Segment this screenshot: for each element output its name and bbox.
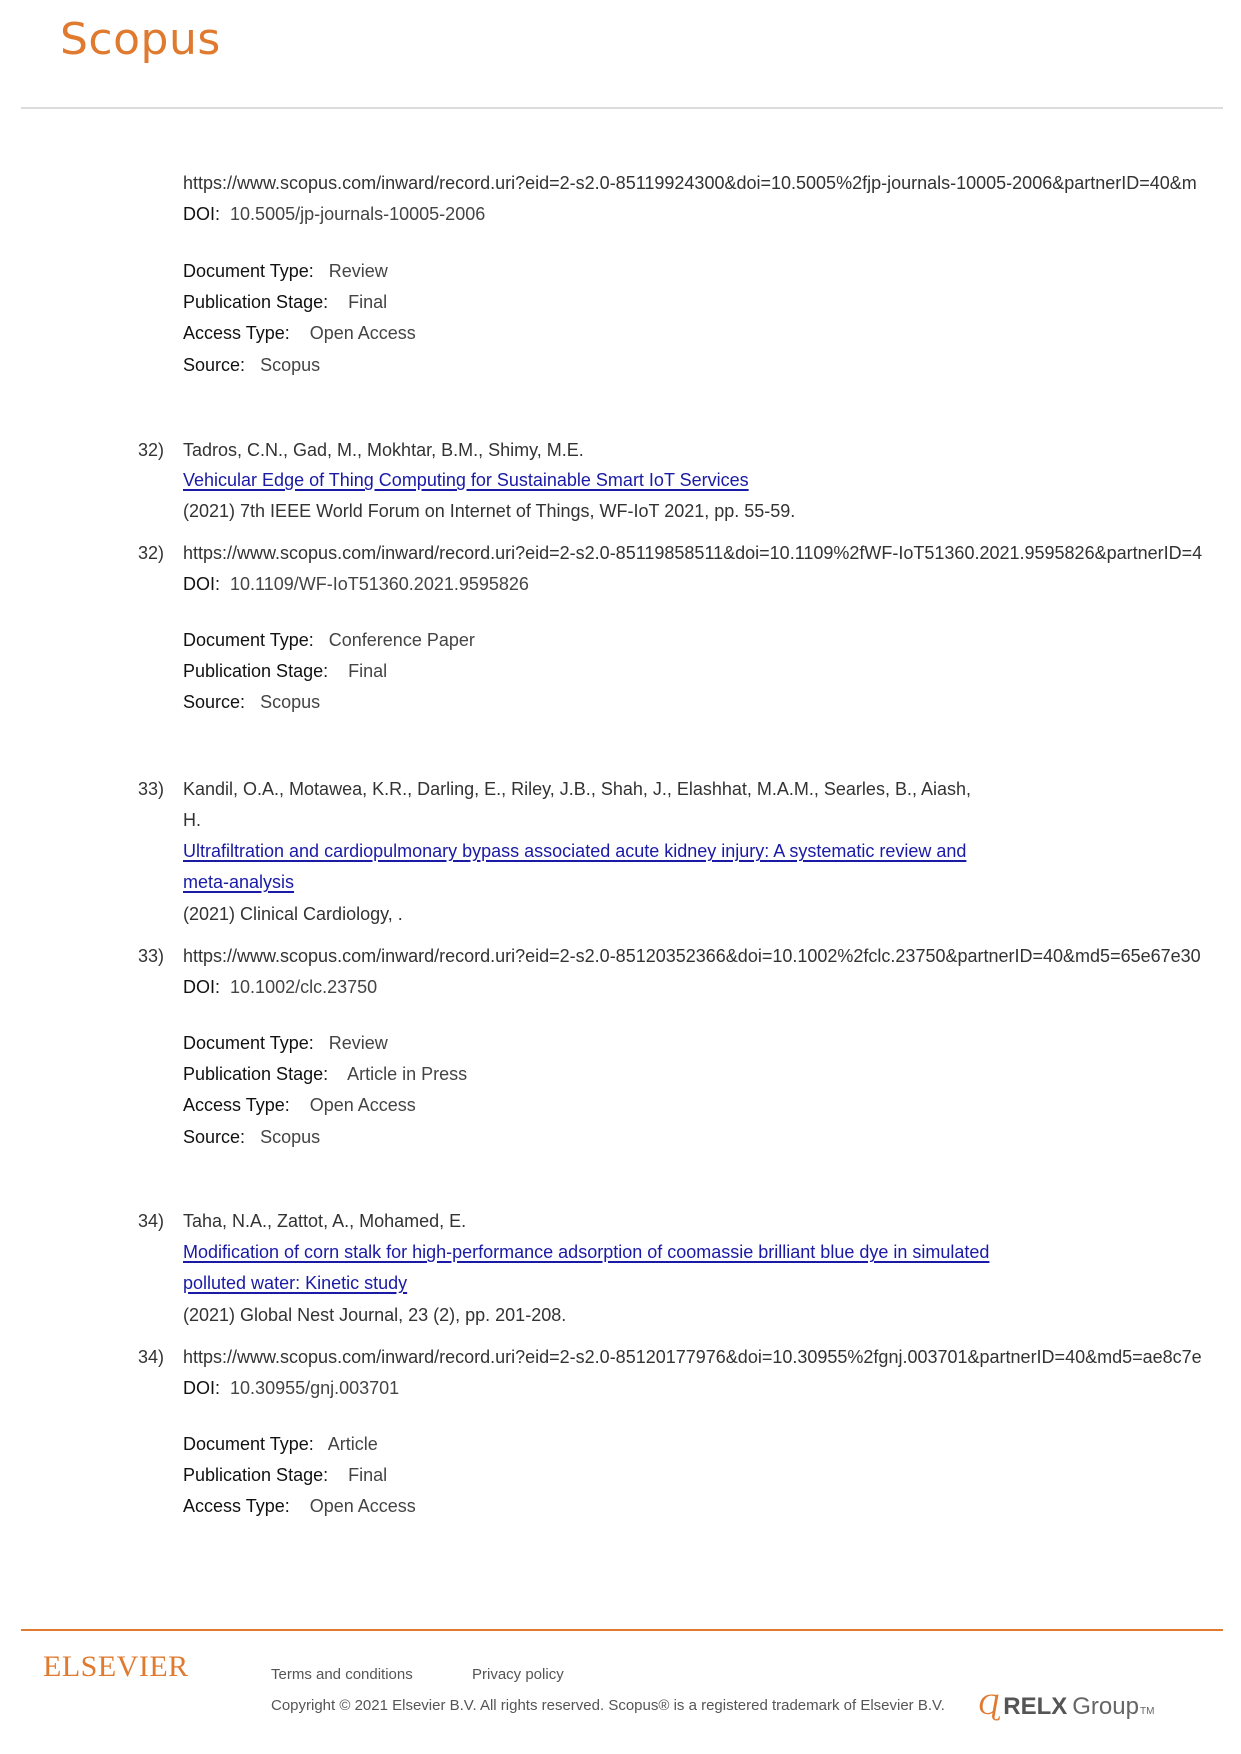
- record-title-link-cont[interactable]: polluted water: Kinetic study: [183, 1273, 408, 1293]
- field-value: Conference Paper: [328, 630, 475, 650]
- field-label: Access Type:: [183, 323, 290, 343]
- doi-label: DOI:: [183, 204, 221, 224]
- record-authors: Taha, N.A., Zattot, A., Mohamed, E.: [183, 1211, 467, 1231]
- record-url[interactable]: https://www.scopus.com/inward/record.uri?eid=2-s2.0-85119858511&doi=10.1109%2fWF-IoT51360.2021.9595826&partnerID=4: [183, 543, 1203, 563]
- field-label: Publication Stage:: [183, 661, 329, 681]
- field-label: Source:: [183, 355, 246, 375]
- record-title-link-cont[interactable]: meta-analysis: [183, 872, 295, 892]
- field-label: Publication Stage:: [183, 1465, 329, 1485]
- relx-group-logo: [978, 1688, 1154, 1722]
- field-label: Access Type:: [183, 1095, 290, 1115]
- record-title-link[interactable]: Ultrafiltration and cardiopulmonary bypass associated acute kidney injury: A systematic review and: [183, 841, 967, 861]
- field-value: Article: [327, 1434, 378, 1454]
- scopus-logo: Scopus: [60, 14, 221, 65]
- field-value: Article in Press: [347, 1064, 468, 1084]
- doi-label: DOI:: [183, 977, 221, 997]
- field-document-type: [183, 629, 475, 651]
- doi-value: 10.30955/gnj.003701: [230, 1378, 400, 1398]
- field-publication-stage: [183, 291, 387, 313]
- record-doi: [183, 573, 529, 595]
- field-label: Document Type:: [183, 630, 314, 650]
- field-value: Open Access: [309, 1496, 416, 1516]
- record-number: 33): [138, 779, 165, 799]
- record-authors-cont: H.: [183, 810, 201, 830]
- field-document-type: [183, 1433, 378, 1455]
- record-citation: (2021) Global Nest Journal, 23 (2), pp. 201-208.: [183, 1305, 567, 1325]
- field-publication-stage: [183, 660, 387, 682]
- record-title-link[interactable]: Modification of corn stalk for high-performance adsorption of coomassie brilliant blue dye in simulated: [183, 1242, 990, 1262]
- record-url[interactable]: https://www.scopus.com/inward/record.uri?eid=2-s2.0-85120352366&doi=10.1002%2fclc.23750&partnerID=40&md5=65e67e30: [183, 946, 1201, 966]
- field-label: Document Type:: [183, 1033, 314, 1053]
- field-value: Final: [348, 661, 388, 681]
- record-url[interactable]: https://www.scopus.com/inward/record.uri?eid=2-s2.0-85120177976&doi=10.30955%2fgnj.003701&partnerID=40&md5=ae8c7e: [183, 1347, 1202, 1367]
- field-value: Final: [348, 292, 388, 312]
- copyright-text: Copyright © 2021 Elsevier B.V. All rights reserved. Scopus® is a registered trademark of Elsevier B.V.: [271, 1697, 945, 1714]
- field-value: Open Access: [309, 1095, 416, 1115]
- field-value: Scopus: [260, 692, 321, 712]
- record-url[interactable]: https://www.scopus.com/inward/record.uri?eid=2-s2.0-85119924300&doi=10.5005%2fjp-journals-10005-2006&partnerID=40&m: [183, 173, 1197, 193]
- doi-label: DOI:: [183, 574, 221, 594]
- field-label: Source:: [183, 1127, 246, 1147]
- record-number: 34): [138, 1211, 165, 1231]
- field-label: Publication Stage:: [183, 292, 329, 312]
- record-url-number: 32): [138, 543, 165, 563]
- record-citation: (2021) 7th IEEE World Forum on Internet of Things, WF-IoT 2021, pp. 55-59.: [183, 501, 796, 521]
- trademark-symbol: TM: [1139, 1706, 1155, 1717]
- relx-group-text: Group: [1072, 1693, 1139, 1720]
- relx-mark-icon: Ɋ: [978, 1688, 1000, 1721]
- field-access-type: [183, 1094, 416, 1116]
- relx-wordmark: RELX: [1003, 1693, 1068, 1720]
- doi-label: DOI:: [183, 1378, 221, 1398]
- doi-value: 10.1109/WF-IoT51360.2021.9595826: [230, 574, 529, 594]
- field-source: [183, 354, 320, 376]
- field-label: Publication Stage:: [183, 1064, 329, 1084]
- elsevier-logo: ELSEVIER: [43, 1650, 189, 1683]
- record-doi: [183, 1377, 399, 1399]
- field-label: Access Type:: [183, 1496, 290, 1516]
- record-url-number: 33): [138, 946, 165, 966]
- field-publication-stage: [183, 1464, 387, 1486]
- doi-value: 10.1002/clc.23750: [230, 977, 378, 997]
- field-value: Open Access: [309, 323, 416, 343]
- field-label: Document Type:: [183, 1434, 314, 1454]
- footer-divider: [21, 1629, 1223, 1631]
- record-url-number: 34): [138, 1347, 165, 1367]
- field-access-type: [183, 1495, 416, 1517]
- header-divider: [21, 107, 1223, 109]
- field-document-type: [183, 1032, 388, 1054]
- field-value: Final: [348, 1465, 388, 1485]
- field-source: [183, 691, 320, 713]
- field-source: [183, 1126, 320, 1148]
- field-label: Document Type:: [183, 261, 314, 281]
- field-publication-stage: [183, 1063, 467, 1085]
- field-document-type: [183, 260, 388, 282]
- record-title-link[interactable]: Vehicular Edge of Thing Computing for Sustainable Smart IoT Services: [183, 470, 749, 490]
- record-citation: (2021) Clinical Cardiology, .: [183, 904, 403, 924]
- field-value: Scopus: [260, 1127, 321, 1147]
- record-authors: Kandil, O.A., Motawea, K.R., Darling, E., Riley, J.B., Shah, J., Elashhat, M.A.M., Searles, B., Aiash,: [183, 779, 971, 799]
- field-value: Review: [328, 1033, 388, 1053]
- record-doi: [183, 976, 377, 998]
- record-doi: [183, 203, 485, 225]
- field-label: Source:: [183, 692, 246, 712]
- doi-value: 10.5005/jp-journals-10005-2006: [230, 204, 486, 224]
- field-value: Review: [328, 261, 388, 281]
- field-access-type: [183, 322, 416, 344]
- record-authors: Tadros, C.N., Gad, M., Mokhtar, B.M., Shimy, M.E.: [183, 440, 584, 460]
- field-value: Scopus: [260, 355, 321, 375]
- record-number: 32): [138, 440, 165, 460]
- privacy-link[interactable]: Privacy policy: [472, 1666, 564, 1683]
- terms-link[interactable]: Terms and conditions: [271, 1666, 413, 1683]
